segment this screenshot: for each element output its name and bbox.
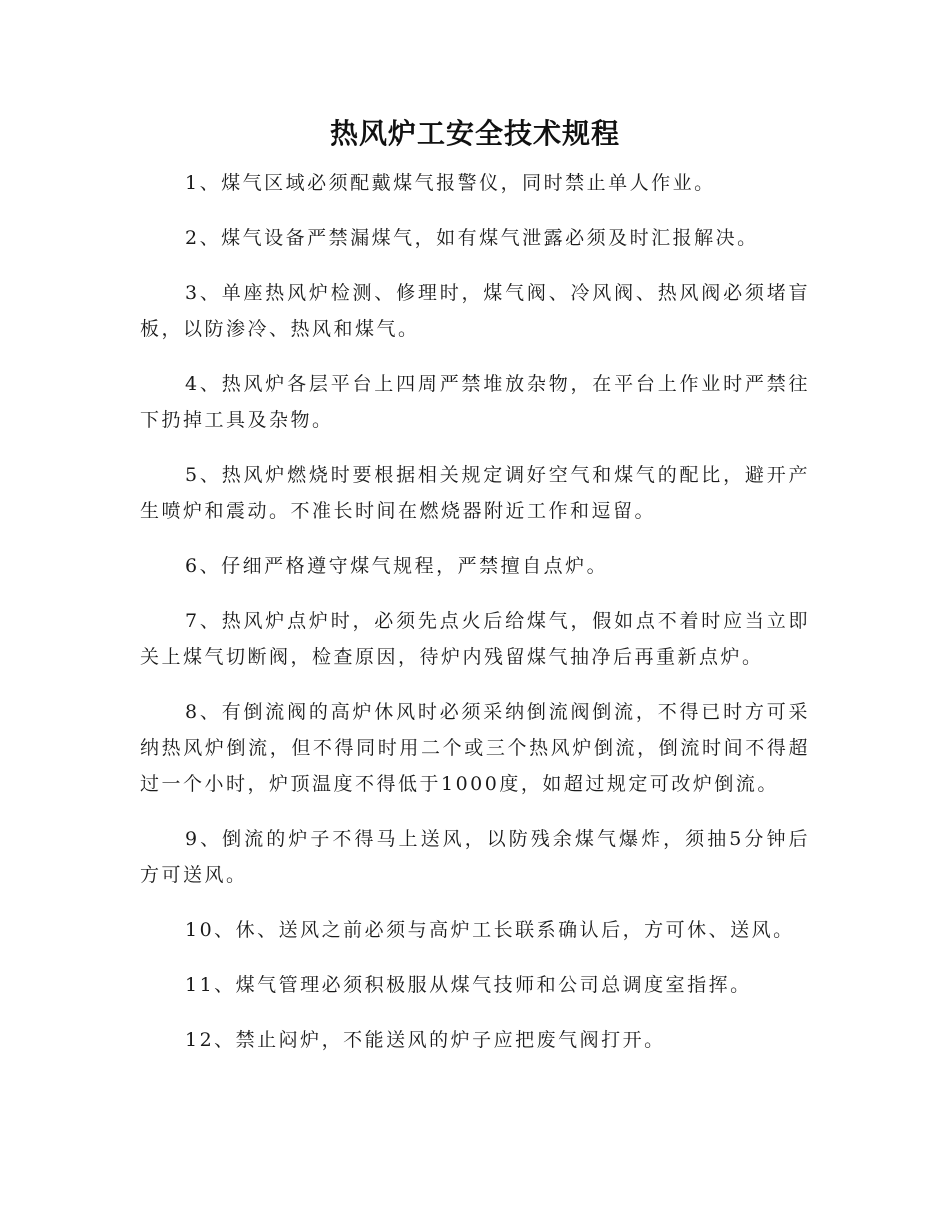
- rule-item-1: 1、煤气区域必须配戴煤气报警仪，同时禁止单人作业。: [185, 172, 716, 194]
- rule-item-4: 4、热风炉各层平台上四周严禁堆放杂物，在平台上作业时严禁往下扔掉工具及杂物。: [140, 373, 810, 431]
- rule-item-5: 5、热风炉燃烧时要根据相关规定调好空气和煤气的配比，避开产生喷炉和震动。不准长时间在燃烧器附近工作和逗留。: [140, 464, 810, 522]
- rule-item-8: 8、有倒流阀的高炉休风时必须采纳倒流阀倒流，不得已时方可采纳热风炉倒流，但不得同时用二个或三个热风炉倒流，倒流时间不得超过一个小时，炉顶温度不得低于1000度，如超过规定可改炉倒流。: [140, 701, 810, 795]
- rule-item-12: 12、禁止闷炉，不能送风的炉子应把废气阀打开。: [185, 1029, 666, 1051]
- rules-list: [140, 165, 810, 1077]
- document-title: 热风炉工安全技术规程: [329, 117, 620, 150]
- rule-item-9: 9、倒流的炉子不得马上送风，以防残余煤气爆炸，须抽5分钟后方可送风。: [140, 828, 810, 886]
- rule-item-3: 3、单座热风炉检测、修理时，煤气阀、冷风阀、热风阀必须堵盲板，以防渗冷、热风和煤气。: [140, 282, 810, 340]
- rule-item-11: 11、煤气管理必须积极服从煤气技师和公司总调度室指挥。: [185, 974, 752, 996]
- rule-item-6: 6、仔细严格遵守煤气规程，严禁擅自点炉。: [185, 555, 609, 577]
- rule-item-2: 2、煤气设备严禁漏煤气，如有煤气泄露必须及时汇报解决。: [185, 227, 759, 249]
- rule-item-10: 10、休、送风之前必须与高炉工长联系确认后，方可休、送风。: [185, 919, 795, 941]
- rule-item-7: 7、热风炉点炉时，必须先点火后给煤气，假如点不着时应当立即关上煤气切断阀，检查原因，待炉内残留煤气抽净后再重新点炉。: [140, 610, 810, 668]
